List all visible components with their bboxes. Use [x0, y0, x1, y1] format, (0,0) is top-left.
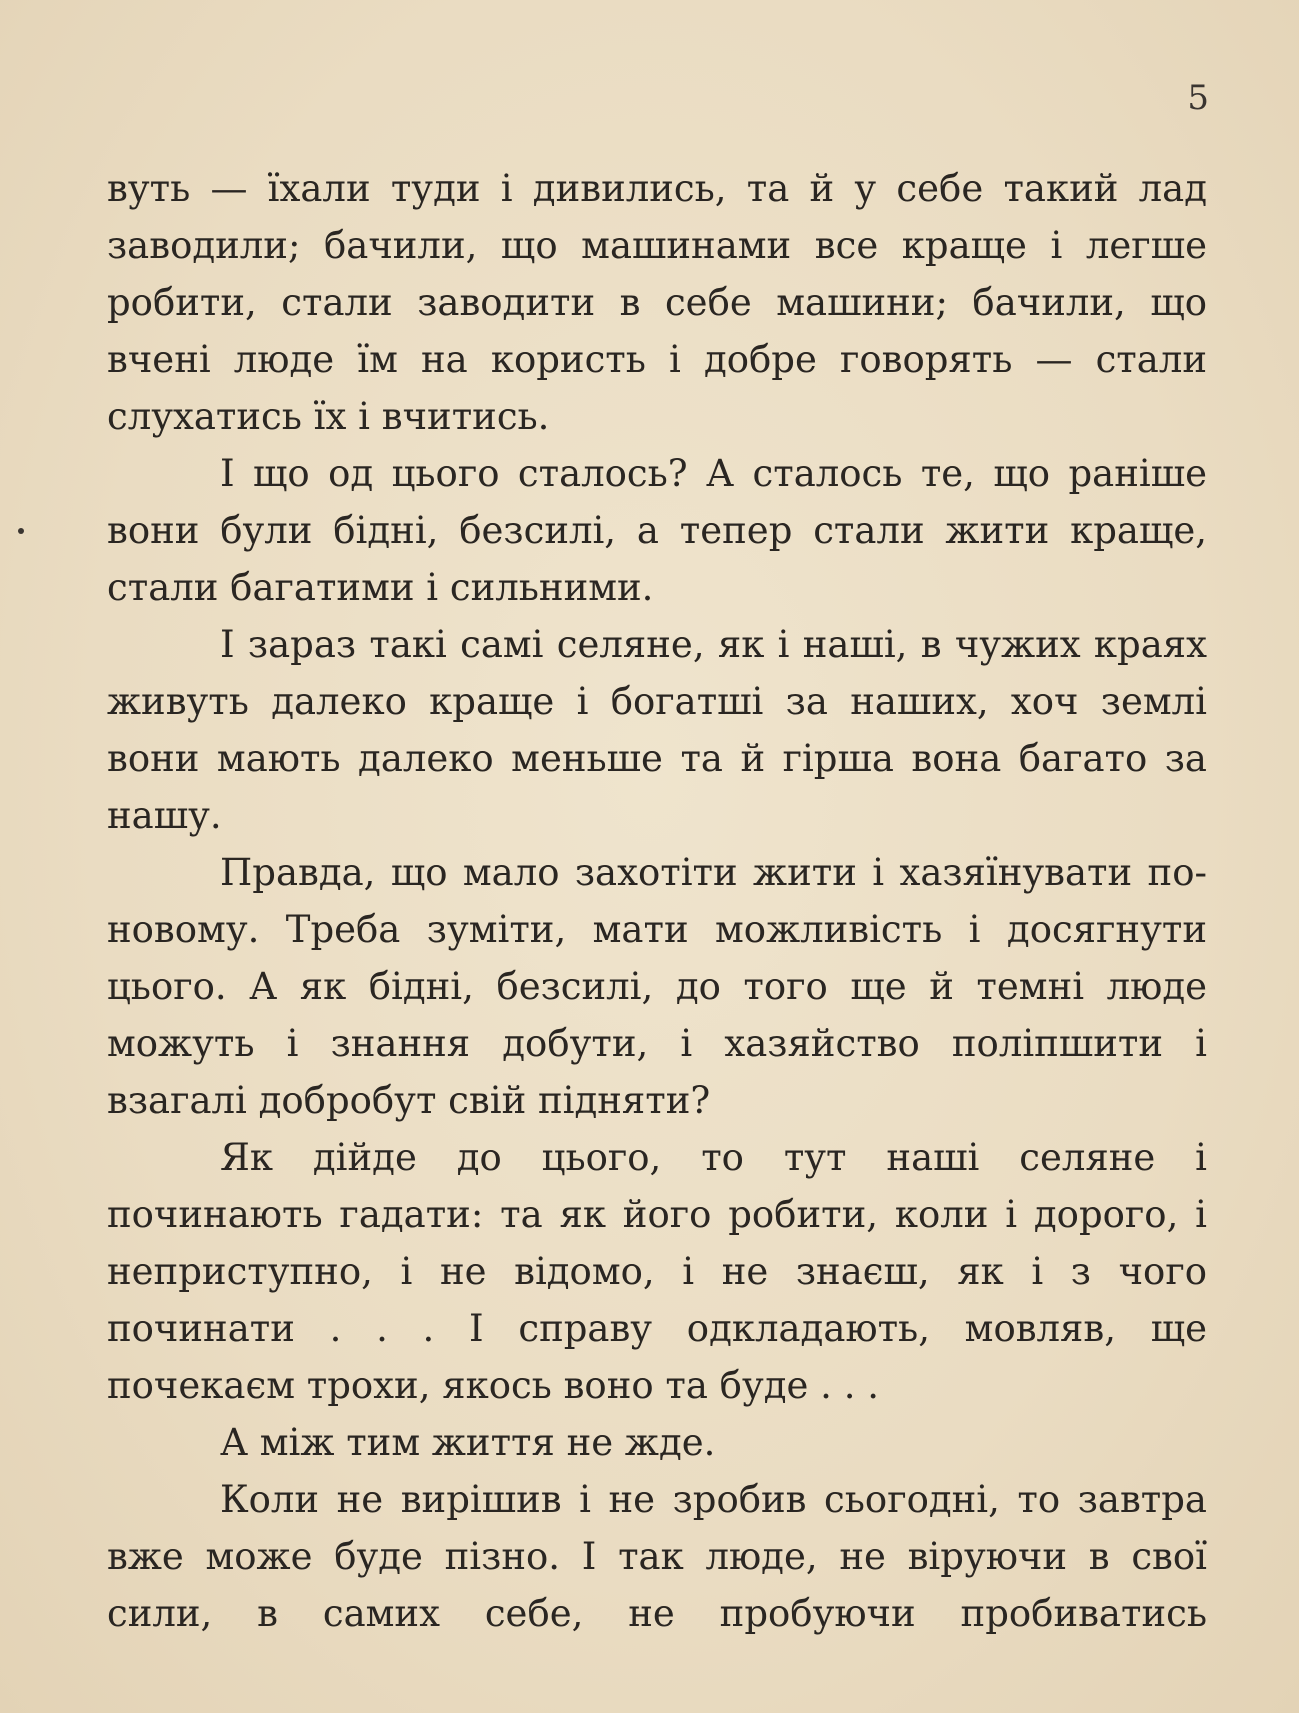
- paragraph-6: А між тим життя не жде.: [220, 1421, 716, 1464]
- paragraph-4: Правда, що мало захотіти жити і хазяїнувати по-новому. Треба зуміти, мати можливість і досягнути цього. А як бідні, безсилі, до того ще й темні люде можуть і знання добути, і хазяйство поліпшити і взагалі добробут свій підняти?: [107, 851, 1207, 1122]
- page-number: 5: [1187, 78, 1209, 118]
- paragraph-2: І що од цього сталось? А сталось те, що раніше вони були бідні, безсилі, а тепер стали жити краще, стали багатими і сильними.: [107, 452, 1207, 609]
- paragraph-7: Коли не вирішив і не зробив сьогодні, то завтра вже може буде пізно. І так люде, не віруючи в свої сили, в самих себе, не пробуючи пробиватись: [107, 1478, 1207, 1635]
- body-text: [107, 160, 1207, 1642]
- paragraph-3: І зараз такі самі селяне, як і наші, в чужих краях живуть далеко краще і богатші за наших, хоч землі вони мають далеко меньше та й гірша вона багато за нашу.: [107, 623, 1207, 837]
- paragraph-5: Як дійде до цього, то тут наші селяне і починають гадати: та як його робити, коли і дорого, і неприступно, і не відомо, і не знаєш, як і з чого починати . . . І справу одкладають, мовляв, ще почекаєм трохи, якось воно та буде . . .: [107, 1136, 1207, 1407]
- ink-speck: [18, 528, 24, 534]
- paragraph-1: вуть — їхали туди і дивились, та й у себе такий лад заводили; бачили, що машинами все краще і легше робити, стали заводити в себе машини; бачили, що вчені люде їм на користь і добре говорять — стали слухатись їх і вчитись.: [107, 167, 1207, 438]
